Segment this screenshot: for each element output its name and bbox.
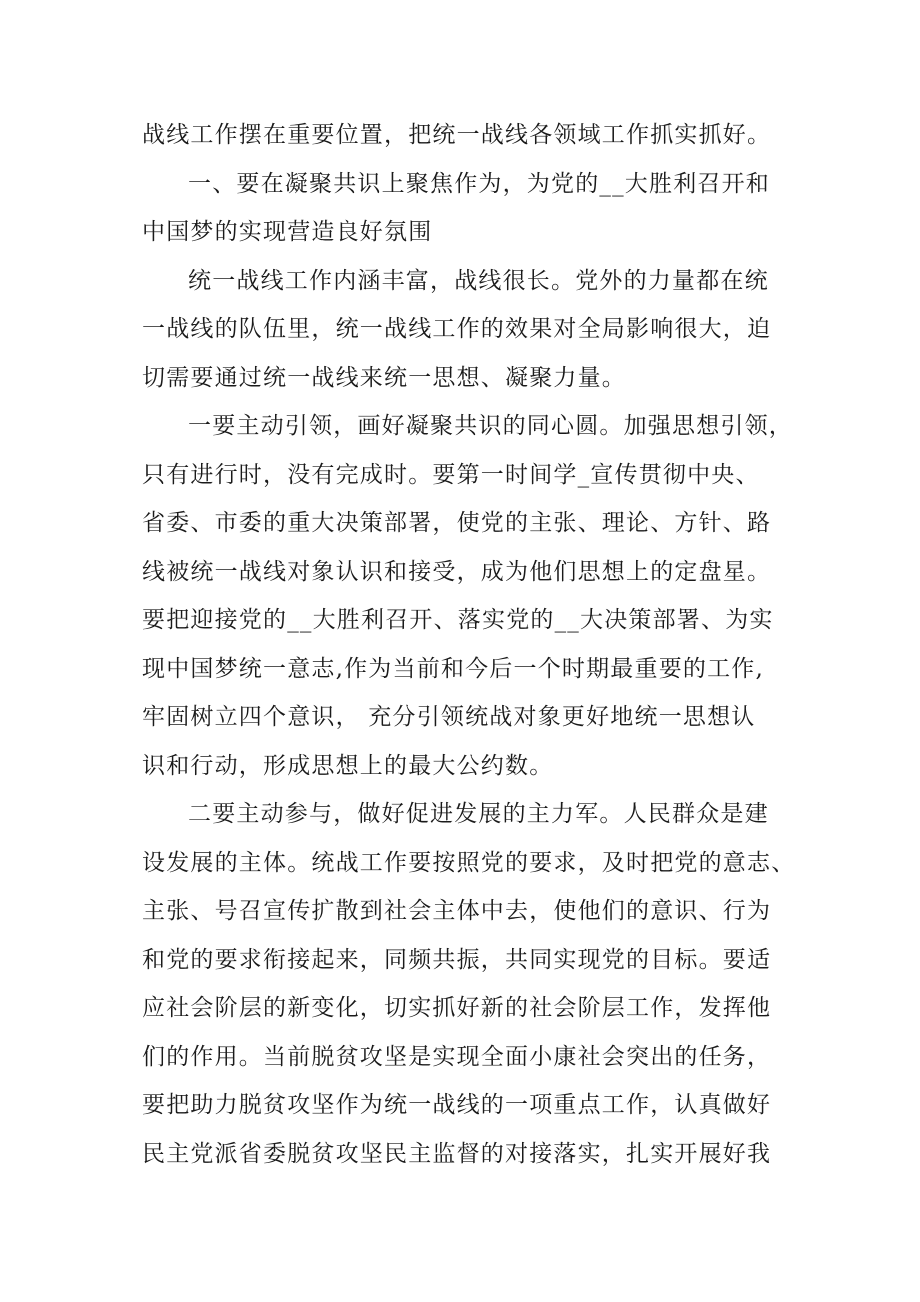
text-line: 要把助力脱贫攻坚作为统一战线的一项重点工作，认真做好 [142,1092,772,1118]
text-line: 省委、市委的重大决策部署，使党的主张、理论、方针、路 [142,510,772,536]
text-line: 识和行动，形成思想上的最大公约数。 [142,752,554,779]
text-line: 设发展的主体。统战工作要按照党的要求，及时把党的意志、 [142,849,796,876]
text-line: 和党的要求衔接起来，同频共振，共同实现党的目标。要适 [142,946,772,973]
text-line: 牢固树立四个意识， 充分引领统战对象更好地统一思想认 [142,704,756,730]
text-line: 只有进行时，没有完成时。要第一时间学_宣传贯彻中央、 [142,461,760,488]
paragraph-start: 二要主动参与，做好促进发展的主力军。人民群众是建 [188,801,769,827]
section-heading: 一、要在凝聚共识上聚焦作为，为党的__大胜利召开和 [188,170,770,197]
paragraph-start: 一要主动引领，画好凝聚共识的同心圆。加强思想引领， [188,413,793,439]
text-line: 应社会阶层的新变化，切实抓好新的社会阶层工作，发挥他 [142,995,772,1021]
section-heading-continued: 中国梦的实现营造良好氛围 [142,219,433,245]
document-body [142,111,802,1178]
text-line: 战线工作摆在重要位置，把统一战线各领域工作抓实抓好。 [142,122,772,148]
text-line: 民主党派省委脱贫攻坚民主监督的对接落实，扎实开展好我 [142,1140,772,1167]
text-line: 一战线的队伍里，统一战线工作的效果对全局影响很大，迫 [142,316,772,342]
text-line: 现中国梦统一意志,作为当前和今后一个时期最重要的工作, [142,655,765,682]
text-line: 切需要通过统一战线来统一思想、凝聚力量。 [142,364,626,391]
paragraph-start: 统一战线工作内涵丰富，战线很长。党外的力量都在统 [188,267,769,294]
text-line: 要把迎接党的__大胜利召开、落实党的__大决策部署、为实 [142,607,774,633]
text-line: 主张、号召宣传扩散到社会主体中去，使他们的意识、行为 [142,898,772,924]
text-line: 线被统一战线对象认识和接受，成为他们思想上的定盘星。 [142,558,772,585]
text-line: 们的作用。当前脱贫攻坚是实现全面小康社会突出的任务， [142,1043,772,1070]
